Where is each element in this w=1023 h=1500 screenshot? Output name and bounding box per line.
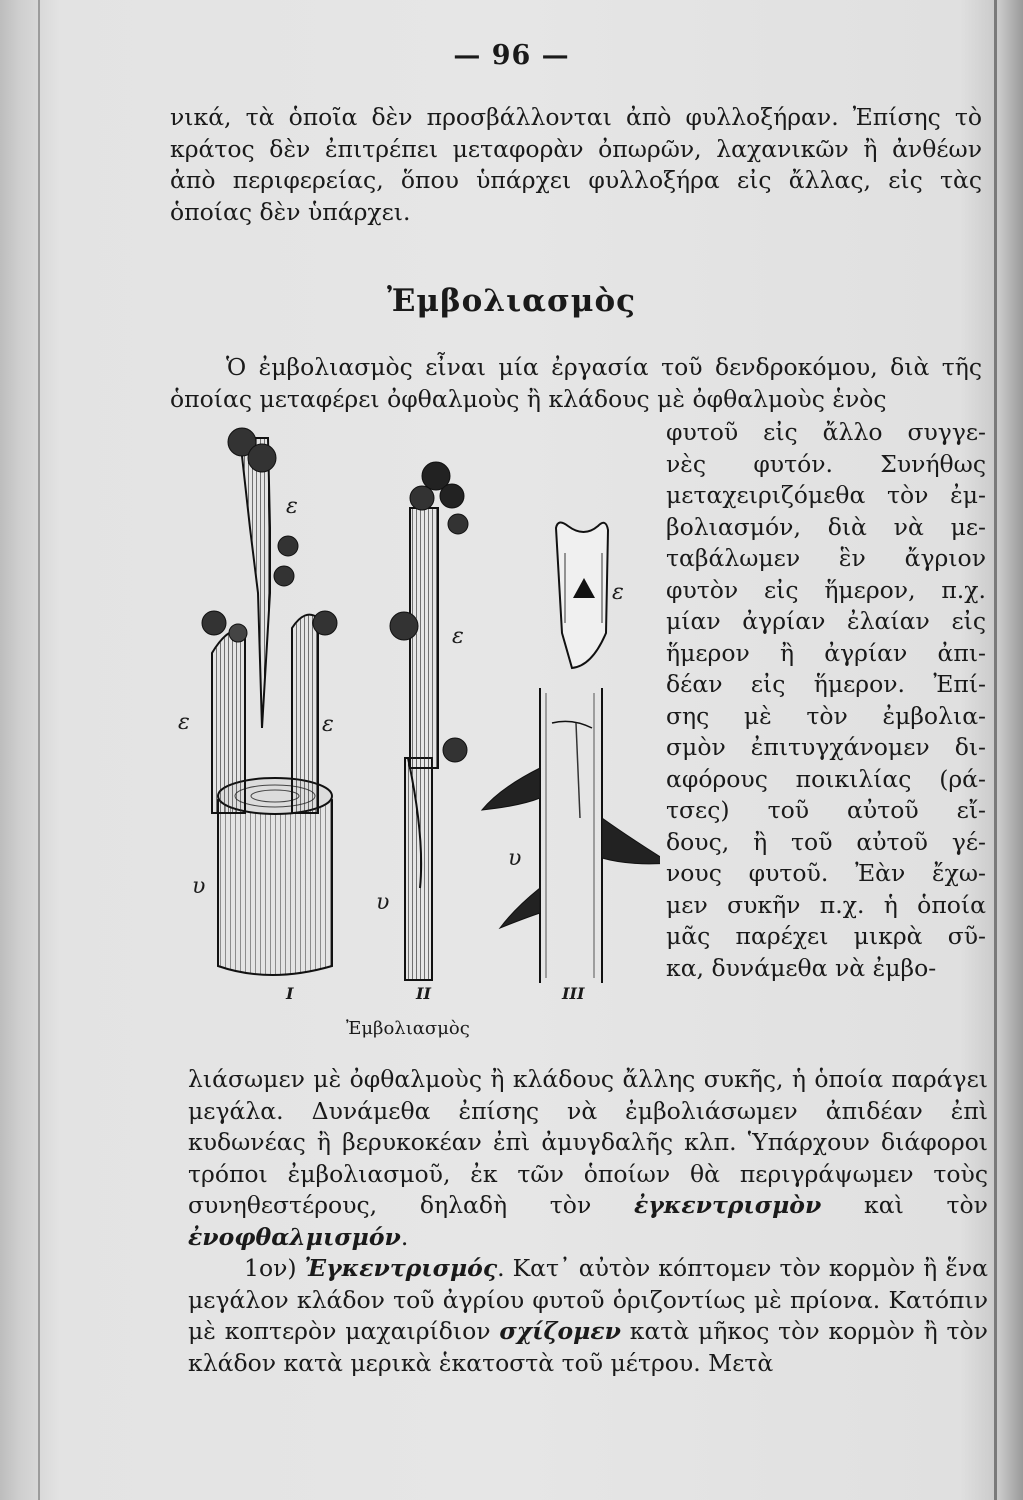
- label-e: ε: [178, 710, 190, 735]
- bottom-text: λιάσωμεν μὲ ὀφθαλμοὺς ἢ κλάδους ἄλλης συκῆς, ἡ ὁποία παράγει μεγάλα. Δυνάμεθα ἐπίσης νὰ ἐμβολιάσωμεν ἀπιδέαν ἐπὶ κυδωνέας ἢ βερυκοκέαν ἐπὶ ἀμυγδαλῆς κλπ. Ὑπάρχουν διάφοροι τρόποι ἐμβολιασμοῦ, ἐκ τῶν ὁποίων θὰ περιγράψωμεν τοὺς συνηθεστέρους, δηλαδὴ τὸν: [188, 1065, 988, 1219]
- label-e: ε: [612, 580, 624, 605]
- page-edge: [994, 0, 997, 1500]
- item-text-1: . Κατ᾽ αὐτὸν κόπτομεν τὸν κορμὸν ἢ ἕνα μεγάλον κλάδον τοῦ ἀγρίου φυτοῦ ὁριζοντίως μὲ πρίονα. Κατόπιν μὲ κοπτερὸν μαχαιρίδιον: [188, 1254, 988, 1345]
- side-line: φυτὸν εἰς ἥμερον, π.χ.: [666, 575, 986, 604]
- side-line: δους, ἢ τοῦ αὐτοῦ γέ-: [666, 827, 986, 856]
- grafting-illustration: [178, 418, 660, 1038]
- side-line: σμὸν ἐπιτυγχάνομεν δι-: [666, 733, 986, 761]
- side-line: κα, δυνάμεθα νὰ ἐμβο-: [666, 953, 937, 982]
- item-text-2: κατὰ μῆκος τὸν κορμὸν ἢ τὸν κλάδον κατὰ μερικὰ ἑκατοστὰ τοῦ μέτρου. Μετὰ: [188, 1317, 988, 1377]
- figure-iii-budding: [482, 522, 660, 983]
- label-u: υ: [508, 846, 522, 871]
- bottom-end: .: [400, 1222, 409, 1251]
- side-line: μᾶς παρέχει μικρὰ σῦ-: [666, 922, 986, 950]
- side-line: βολιασμόν, διὰ νὰ με-: [666, 512, 986, 541]
- label-figure-ii: II: [416, 984, 431, 1003]
- side-line: ταβάλωμεν ἓν ἄγριον: [666, 544, 986, 572]
- label-u: υ: [376, 890, 390, 915]
- figure-i-cleft-graft: [202, 428, 337, 975]
- list-item-1: [188, 1253, 988, 1379]
- item-term-schizomen: σχίζομεν: [499, 1317, 621, 1345]
- side-line: σης μὲ τὸν ἐμβολια-: [666, 701, 986, 730]
- side-line: μίαν ἀγρίαν ἐλαίαν εἰς: [666, 607, 986, 635]
- item-term: Ἐγκεντρισμός: [304, 1254, 498, 1282]
- label-e: ε: [322, 712, 334, 737]
- side-line: φυτοῦ εἰς ἄλλο συγγε-: [666, 418, 986, 446]
- side-line: ἥμερον ἢ ἀγρίαν ἀπι-: [666, 638, 986, 667]
- paragraph-top: νικά, τὰ ὁποῖα δὲν προσβάλλονται ἀπὸ φυλλοξήραν. Ἐπίσης τὸ κράτος δὲν ἐπιτρέπει μεταφορὰν ὀπωρῶν, λαχανικῶν ἢ ἀνθέων ἀπὸ περιφερείας, ὅπου ὑπάρχει φυλλοξήρα εἰς ἄλλας, εἰς τὰς ὁποίας δὲν ὑπάρχει.: [170, 103, 982, 226]
- label-e: ε: [452, 624, 464, 649]
- binding-gutter: [38, 0, 40, 1500]
- side-line: νους φυτοῦ. Ἐὰν ἔχω-: [666, 859, 986, 887]
- bottom-and: καὶ τὸν: [864, 1191, 988, 1219]
- grafting-drawing: [200, 418, 660, 1038]
- term-enofthalmismon: ἐνοφθαλμισμόν: [188, 1222, 401, 1251]
- side-column-text: [666, 417, 986, 984]
- item-number: 1ον): [244, 1254, 297, 1282]
- term-enkentrismon: ἐγκεντρισμὸν: [633, 1191, 822, 1219]
- figure-ii-whip-graft: [390, 462, 468, 980]
- figure-caption: Ἐμβολιασμὸς: [346, 1018, 470, 1039]
- paragraph-bottom: [188, 1064, 988, 1379]
- side-line: νὲς φυτόν. Συνήθως: [666, 449, 986, 478]
- side-line: μεν συκῆν π.χ. ἡ ὁποία: [666, 890, 986, 919]
- section-heading: Ἐμβολιασμὸς: [386, 283, 637, 319]
- label-e: ε: [286, 494, 298, 519]
- label-figure-i: I: [286, 984, 294, 1003]
- side-line: μεταχειριζόμεθα τὸν ἐμ-: [666, 481, 986, 509]
- side-line: αφόρους ποικιλίας (ρά-: [666, 764, 986, 793]
- label-u: υ: [192, 874, 206, 899]
- page-number: — 96 —: [453, 40, 570, 71]
- side-line: δέαν εἰς ἥμερον. Ἐπί-: [666, 670, 986, 698]
- side-line: τσες) τοῦ αὐτοῦ εἴ-: [666, 796, 986, 824]
- paragraph-intro: Ὁ ἐμβολιασμὸς εἶναι μία ἐργασία τοῦ δενδροκόμου, διὰ τῆς ὁποίας μεταφέρει ὀφθαλμοὺς ἢ κλάδους μὲ ὀφθαλμοὺς ἑνὸς: [170, 353, 982, 413]
- label-figure-iii: III: [562, 984, 585, 1003]
